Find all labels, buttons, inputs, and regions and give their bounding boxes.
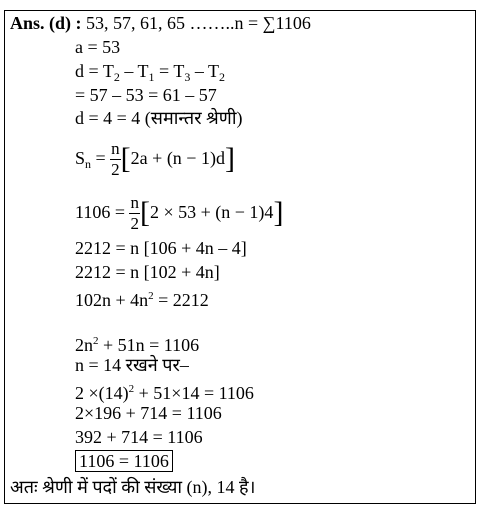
eq-lhs: 1106 = — [75, 202, 125, 222]
eq-1106 — [75, 192, 283, 234]
d-def-mid: – T — [119, 61, 149, 81]
d-def-mid: = T — [154, 61, 185, 81]
l4-b: + 51n = 1106 — [98, 335, 200, 355]
answer-label: Ans. (d) : — [10, 13, 82, 33]
l3-superscript: 2 — [148, 290, 154, 302]
final-boxed-equation: 1106 = 1106 — [75, 450, 173, 472]
l4-superscript: 2 — [93, 335, 99, 347]
right-bracket: ] — [273, 196, 284, 229]
sn-symbol: S — [75, 148, 86, 168]
step-line-8: 392 + 714 = 1106 — [75, 427, 203, 447]
d-def-sub: 2 — [113, 70, 120, 84]
sn-fraction — [110, 139, 121, 180]
step-line-2: 2212 = n [102 + 4n] — [75, 262, 220, 282]
step-line-1: 2212 = n [106 + 4n – 4] — [75, 238, 247, 258]
answer-line — [10, 12, 311, 34]
left-bracket: [ — [139, 196, 150, 229]
sn-equals: = — [91, 148, 106, 168]
l6-b: + 51×14 = 1106 — [134, 383, 254, 403]
sn-subscript: n — [85, 157, 92, 171]
sn-body: 2a + (n − 1)d — [130, 148, 225, 168]
eq-fraction — [129, 193, 140, 234]
l3-b: = 2212 — [153, 290, 209, 310]
d-def-sub: 1 — [148, 70, 155, 84]
l6-superscript: 2 — [128, 383, 135, 395]
step-line-6 — [75, 378, 254, 404]
step-a: a = 53 — [75, 37, 121, 57]
step-line-5: n = 14 रखने पर– — [75, 355, 189, 375]
l4-a: 2n — [75, 335, 93, 355]
d-def-lhs: d = T — [75, 61, 114, 81]
step-line-7: 2×196 + 714 = 1106 — [75, 403, 222, 423]
l3-a: 102n + 4n — [75, 290, 149, 310]
step-line-4 — [75, 330, 199, 356]
fraction-numerator: n — [130, 193, 139, 213]
d-def-sub: 3 — [184, 70, 191, 84]
step-line-3 — [75, 285, 209, 311]
eq-body: 2 × 53 + (n − 1)4 — [149, 202, 274, 222]
right-bracket: ] — [224, 142, 235, 175]
sn-formula — [75, 138, 235, 184]
fraction-denominator: 2 — [130, 214, 139, 234]
d-def-sub: 2 — [219, 70, 225, 84]
fraction-denominator: 2 — [111, 160, 120, 180]
conclusion-text: अतः श्रेणी में पदों की संख्या (n), 14 है। — [10, 477, 256, 497]
step-d-values: = 57 – 53 = 61 – 57 — [75, 85, 217, 105]
l6-a: 2 ×(14) — [75, 383, 129, 403]
step-d-result: d = 4 = 4 (समान्तर श्रेणी) — [75, 108, 243, 128]
fraction-numerator: n — [111, 139, 120, 159]
answer-series: 53, 57, 61, 65 ……..n = ∑1106 — [81, 13, 311, 33]
step-line-9 — [75, 450, 173, 472]
left-bracket: [ — [120, 142, 131, 175]
d-def-mid: – T — [190, 61, 219, 81]
